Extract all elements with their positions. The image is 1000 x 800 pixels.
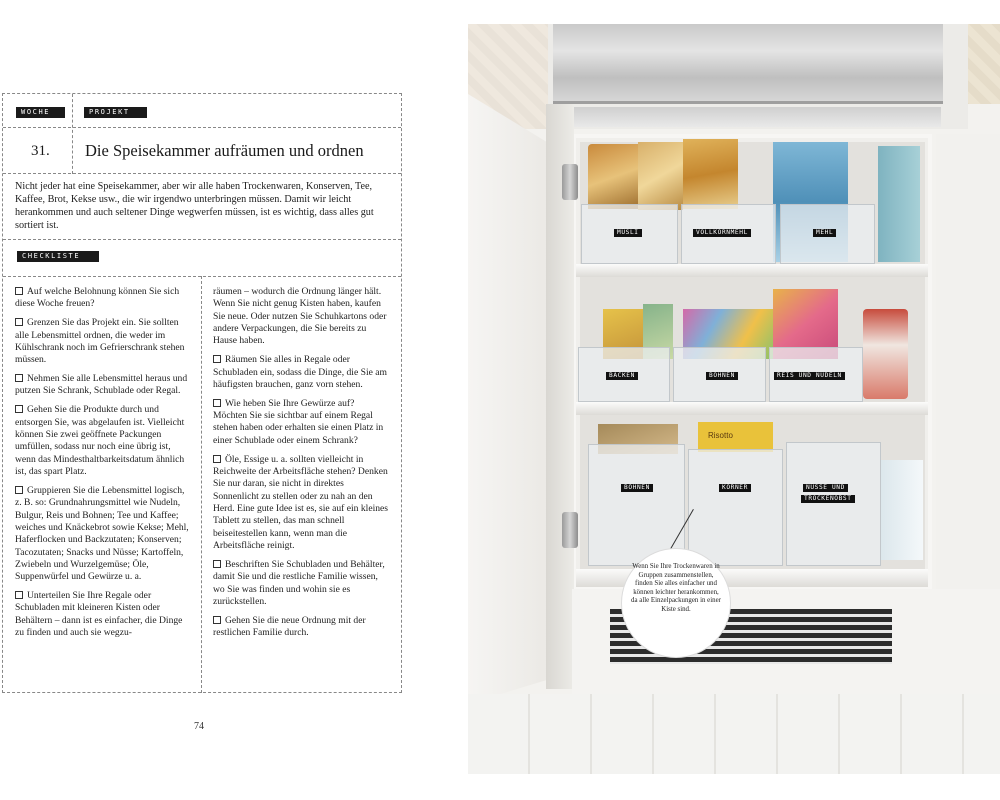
- divider: [3, 239, 401, 240]
- checklist-item: Grenzen Sie das Projekt ein. Sie sollten alle Lebensmittel ordnen, die weder im Kühlschrank noch im Gefrierschrank stehen müssen.: [15, 317, 185, 366]
- food-jar: [863, 309, 908, 399]
- food-package: [638, 142, 683, 210]
- checklist-item: Räumen Sie alles in Regale oder Schubladen ein, sodass die Dinge, die Sie am häufigsten brauchen, ganz vorn stehen.: [213, 354, 387, 390]
- food-package: [683, 139, 738, 209]
- steel-hood: [553, 24, 943, 104]
- bin-label: NÜSSE UND: [803, 484, 848, 492]
- wooden-floor: [468, 694, 1000, 774]
- storage-bin: [688, 449, 783, 566]
- checkbox[interactable]: [213, 560, 221, 568]
- bin-label: BOHNEN: [706, 372, 738, 380]
- bin-label: KÖRNER: [719, 484, 751, 492]
- checklist-item: Gruppieren Sie die Lebensmittel logisch, z. B. so: Grundnahrungsmittel wie Nudeln, Bulgur, Reis und Bohnen; Tee und Kaffee; weiches und Knäckebrot sowie Kekse; Mehl, Haferflocken und Backzutaten; Konserven; Tacozutaten; Snacks und Nüsse; Kartoffeln, Zwiebeln und Wurzelgemüse; Öle, Suppenwürfel und Gewürze u. a.: [15, 484, 189, 583]
- project-card: [2, 93, 402, 693]
- bin-label: MÜSLI: [614, 229, 642, 237]
- checkbox[interactable]: [213, 399, 221, 407]
- food-box: [881, 460, 923, 560]
- food-box: [878, 146, 920, 262]
- checkbox[interactable]: [15, 486, 23, 494]
- hinge: [562, 512, 578, 548]
- bin-label: TROCKENOBST: [801, 495, 855, 503]
- checklist-tag: CHECKLISTE: [17, 251, 99, 262]
- checklist-item-continued: räumen – wodurch die Ordnung länger hält. Wenn Sie nicht genug Kisten haben, kaufen Sie neue. Oder nutzen Sie Schuhkartons oder andere Verpackungen, die Sie bereits zu Hause haben.: [213, 286, 387, 347]
- bin-label: BACKEN: [606, 372, 638, 380]
- project-tag: PROJEKT: [84, 107, 147, 118]
- cabinet-door: [468, 94, 548, 704]
- adjacent-cabinet: [936, 134, 1000, 589]
- storage-bin: [786, 442, 881, 566]
- column-divider: [201, 276, 202, 693]
- bin-label: VOLLKORNMEHL: [693, 229, 751, 237]
- checklist-item: Nehmen Sie alle Lebensmittel heraus und putzen Sie Schrank, Schublade oder Regal.: [15, 373, 188, 397]
- shelf: [576, 402, 928, 415]
- week-number: 31.: [31, 143, 50, 159]
- bin-label: MEHL: [813, 229, 836, 237]
- checklist-item: Gehen Sie die neue Ordnung mit der restlichen Familie durch.: [213, 614, 366, 639]
- checkbox[interactable]: [15, 287, 23, 295]
- week-tag: WOCHE: [16, 107, 65, 118]
- shelf: [576, 264, 928, 277]
- divider: [3, 276, 401, 277]
- checkbox[interactable]: [213, 455, 221, 463]
- checklist-item: Unterteilen Sie Ihre Regale oder Schubladen mit kleineren Kisten oder Behältern – dann ist es einfacher, die Dinge zu finden und auch sie wegzu-: [15, 590, 183, 639]
- photo-callout: [622, 549, 730, 657]
- checklist-item: Auf welche Belohnung können Sie sich diese Woche freuen?: [15, 286, 180, 310]
- checkbox[interactable]: [213, 616, 221, 624]
- checklist-item: Öle, Essige u. a. sollten vielleicht in Reichweite der Arbeitsfläche stehen? Denken Sie nur daran, sie nicht in direktes Sonnenlicht zu stellen oder zu nah an den Herd. Eine gute Idee ist es, sie auf ein kleines Tablett zu stellen, das man schnell beiseitestellen kann, wenn man die Arbeitsfläche reinigt.: [213, 453, 389, 552]
- food-package: [588, 144, 643, 209]
- column-divider: [72, 94, 73, 174]
- checklist-item: Wie heben Sie Ihre Gewürze auf? Möchten Sie sie sichtbar auf einem Regal stehen haben oder erhalten sie einen Platz in einer Schublade oder einem Schrank?: [213, 397, 384, 446]
- checklist-column-left: [15, 286, 191, 646]
- checkbox[interactable]: [15, 405, 23, 413]
- checkbox[interactable]: [15, 591, 23, 599]
- checkbox[interactable]: [15, 318, 23, 326]
- hinge: [562, 164, 578, 200]
- callout-text: Wenn Sie Ihre Trockenwaren in Gruppen zusammenstellen, finden Sie alles einfacher und können leichter herankommen, da alle Einzelpackungen in einer Kiste sind.: [631, 563, 721, 613]
- page-number: 74: [194, 721, 204, 732]
- checklist-column-right: [213, 286, 389, 646]
- pantry-photo: [468, 24, 1000, 774]
- checklist-item: Beschriften Sie Schubladen und Behälter, damit Sie und die restliche Familie wissen, wo Sie was finden und wohin sie es zurückstellen.: [213, 558, 385, 607]
- package-text: Risotto: [708, 431, 733, 440]
- risotto-box: [698, 422, 773, 452]
- bin-label: BOHNEN: [621, 484, 653, 492]
- project-title: Die Speisekammer aufräumen und ordnen: [85, 141, 364, 160]
- intro-paragraph: Nicht jeder hat eine Speisekammer, aber wir alle haben Trockenwaren, Konserven, Tee, Kaffee, Brot, Kekse usw., die wir irgendwo unterbringen müssen. Damit wir leicht herankommen und auch seltener Dinge wegwerfen müssen, ist es wichtig, dass alles gut sortiert ist.: [15, 181, 374, 231]
- checkbox[interactable]: [15, 374, 23, 382]
- checklist-item: Gehen Sie die Produkte durch und entsorgen Sie, was abgelaufen ist. Vielleicht können Sie zwei geöffnete Packungen umfüllen, sodass nur noch eine übrig ist, wenn das Mindesthaltbarkeitsdatum ähnlich ist, das spart Platz.: [15, 404, 185, 477]
- checkbox[interactable]: [213, 355, 221, 363]
- bin-label: REIS UND NUDELN: [774, 372, 845, 380]
- hood-underside: [556, 107, 941, 127]
